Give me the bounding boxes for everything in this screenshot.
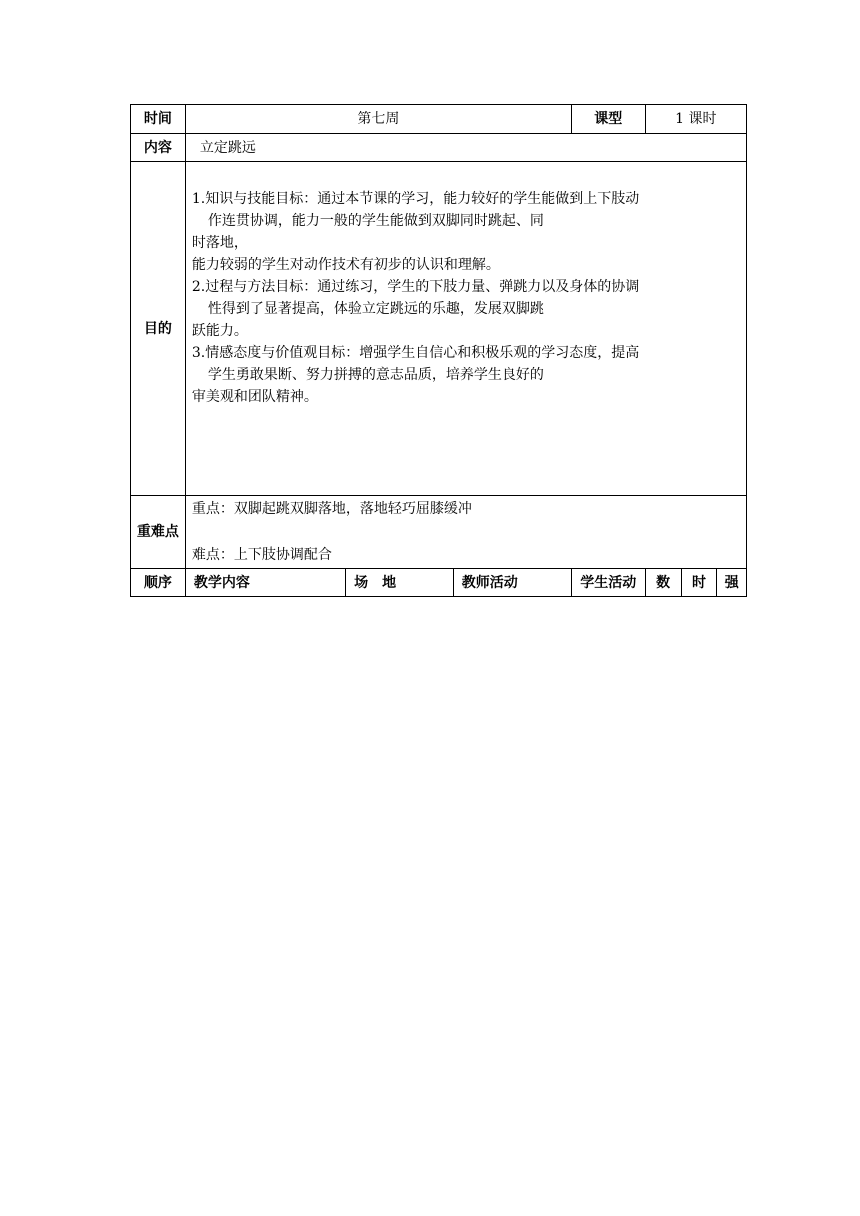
lesson-plan-table [130,104,747,597]
goals-text [185,162,746,496]
col-teaching-content: 教学内容 [185,569,345,597]
goal-1-line-1: 1.知识与技能目标：通过本节课的学习，能力较好的学生能做到上下肢动 [191,191,640,207]
goal-3-line-2: 学生勇敢果断、努力拼搏的意志品质，培养学生良好的 [207,367,544,383]
key-points-label: 重难点 [131,496,186,569]
goal-2-line-3: 跃能力。 [191,323,248,339]
goal-2-line-2: 性得到了显著提高，体验立定跳远的乐趣，发展双脚跳 [207,301,544,317]
key-points-row [131,496,747,569]
col-order: 顺序 [131,569,186,597]
lesson-type-label: 课型 [571,105,645,134]
col-student-activity: 学生活动 [571,569,645,597]
goal-row [131,162,747,496]
content-value: 立定跳远 [185,134,746,162]
key-point: 重点：双脚起跳双脚落地，落地轻巧屈膝缓冲 [191,501,472,517]
time-row [131,105,747,134]
key-points-text [185,496,746,569]
goal-1-line-4: 能力较弱的学生对动作技术有初步的认识和理解。 [191,257,500,273]
col-venue: 场 地 [346,569,454,597]
goal-1-line-2: 作连贯协调，能力一般的学生能做到双脚同时跳起、同 [207,213,544,229]
goal-1-line-3: 时落地， [191,235,248,251]
content-row [131,134,747,162]
goal-2-line-1: 2.过程与方法目标：通过练习，学生的下肢力量、弹跳力以及身体的协调 [191,279,640,295]
col-teacher-activity: 教师活动 [453,569,571,597]
content-label: 内容 [131,134,186,162]
col-time: 时 [681,569,717,597]
time-label: 时间 [131,105,186,134]
col-count: 数 [645,569,681,597]
column-header-row [131,569,747,597]
goal-3-line-3: 审美观和团队精神。 [191,389,318,405]
col-intensity: 强 [717,569,747,597]
difficult-point: 难点：上下肢协调配合 [191,547,332,563]
goal-3-line-1: 3.情感态度与价值观目标：增强学生自信心和积极乐观的学习态度，提高 [191,345,640,361]
time-value: 第七周 [185,105,571,134]
goal-label: 目的 [131,162,186,496]
lesson-type-value: 1 课时 [645,105,746,134]
